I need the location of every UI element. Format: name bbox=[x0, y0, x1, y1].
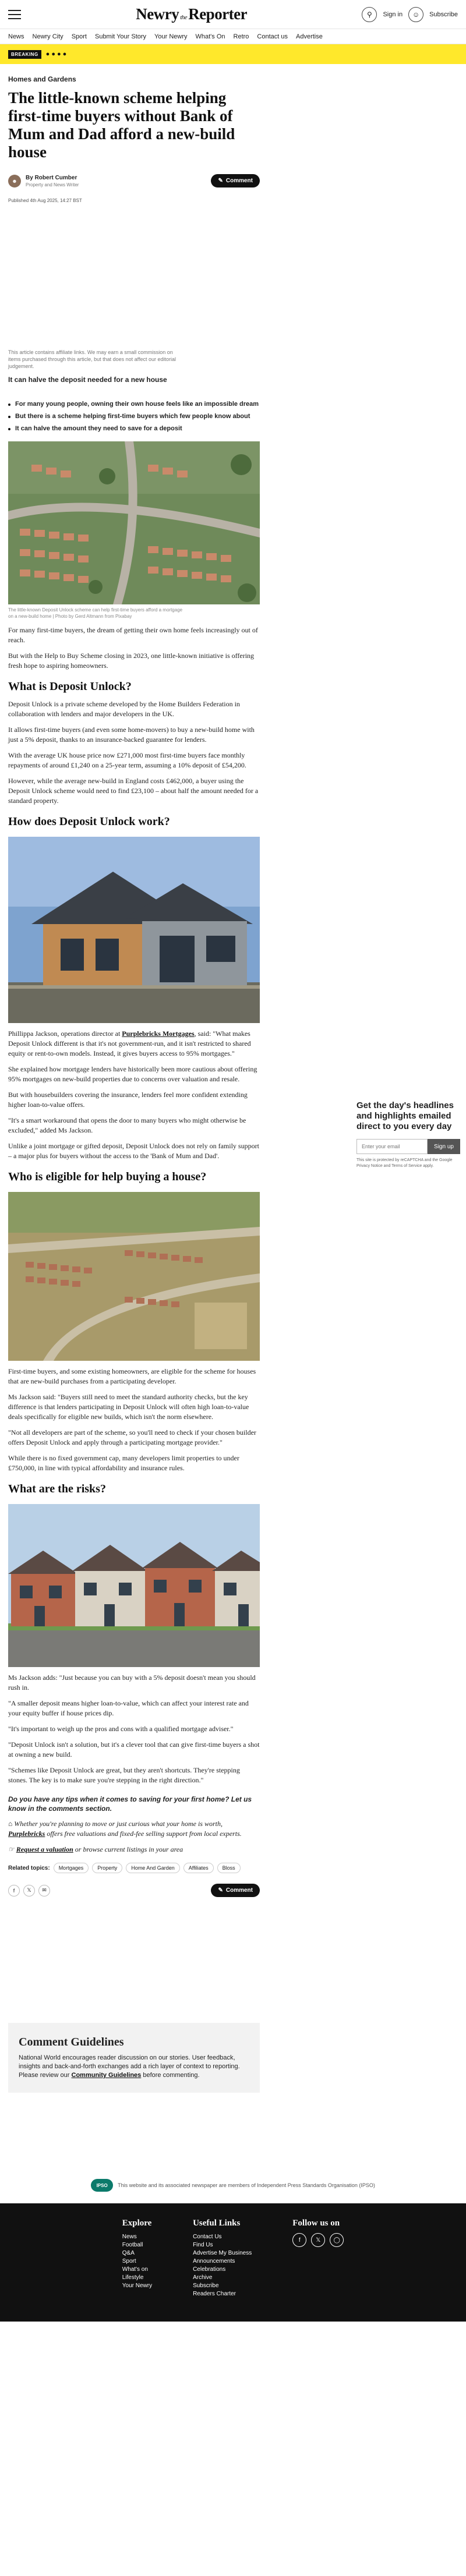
author-name bbox=[26, 175, 79, 181]
footer-link[interactable]: Q&A bbox=[122, 2250, 135, 2256]
sidebar bbox=[356, 64, 460, 2093]
new-houses-row-photo bbox=[8, 1504, 260, 1667]
facebook-icon[interactable]: f bbox=[292, 2233, 306, 2247]
header-actions bbox=[362, 7, 458, 22]
site-footer bbox=[0, 2203, 466, 2322]
purplebricks-link[interactable]: Purplebricks bbox=[8, 1830, 45, 1838]
paragraph: "It's a smart workaround that opens the door to many buyers who might otherwise be excluded," added Ms Jackson. bbox=[8, 1116, 246, 1134]
footer-link[interactable]: Celebrations bbox=[193, 2266, 226, 2273]
request-valuation-link[interactable]: Request a valuation bbox=[16, 1845, 73, 1853]
newsletter-signup bbox=[356, 1101, 460, 1169]
paragraph: "Not all developers are part of the scheme, so you'll need to check if your chosen builder offers Deposit Unlock and apply through a participating mortgage provider." bbox=[8, 1428, 256, 1446]
share-icons bbox=[8, 1885, 50, 1896]
footer-link[interactable]: Subscribe bbox=[193, 2283, 219, 2289]
paragraph: "A smaller deposit means higher loan-to-value, which can affect your interest rate and your equity buffer if house prices dip. bbox=[8, 1699, 249, 1717]
ipso-text: This website and its associated newspaper are members of Independent Press Standards Organisation (IPSO) bbox=[118, 2182, 375, 2188]
valuation-promo bbox=[8, 1845, 260, 1855]
logo-right: Reporter bbox=[188, 5, 248, 23]
social-icons bbox=[292, 2233, 344, 2247]
footer-link[interactable]: Archive bbox=[193, 2274, 213, 2281]
footer-follow bbox=[292, 2218, 344, 2298]
promo-text: or browse current listings in your area bbox=[75, 1845, 183, 1853]
author-name-text: Robert Cumber bbox=[34, 174, 77, 181]
paragraph: She explained how mortgage lenders have historically been more cautious about offering 95% mortgages on new-build properties due to concerns over valuation and resale. bbox=[8, 1065, 257, 1083]
recaptcha-note: This site is protected by reCAPTCHA and the Google Privacy Notice and Terms of Service apply. bbox=[356, 1158, 453, 1168]
paragraph: With the average UK house price now £271,000 most first-time buyers face monthly repayments of around £1,240 on a 25-year term, assuming a 10% deposit of £54,200. bbox=[8, 751, 246, 769]
ipso-notice bbox=[0, 2179, 466, 2192]
topic-pill[interactable]: Mortgages bbox=[54, 1863, 89, 1873]
purplebricks-promo bbox=[8, 1819, 260, 1839]
subheading: How does Deposit Unlock work? bbox=[8, 815, 170, 828]
avatar: ☻ bbox=[8, 175, 21, 187]
keypoint: For many young people, owning their own house feels like an impossible dream bbox=[8, 400, 260, 409]
topic-pill[interactable]: Home And Garden bbox=[126, 1863, 180, 1873]
nav-item-newry-city[interactable]: Newry City bbox=[32, 33, 63, 40]
topic-pill[interactable]: Affiliates bbox=[183, 1863, 214, 1873]
affiliate-disclaimer: This article contains affiliate links. We may earn a small commission on items purchased through this article, but that does not affect our editorial judgement. bbox=[8, 349, 176, 369]
paragraph: First-time buyers, and some existing homeowners, are eligible for the scheme for houses that are new-build purchases from a participating developer. bbox=[8, 1367, 256, 1385]
footer-useful-links bbox=[193, 2218, 252, 2298]
paragraph: "Deposit Unlock isn't a solution, but it's a clever tool that can give first-time buyers a shot at owning a new build. bbox=[8, 1740, 260, 1758]
paragraph bbox=[8, 1029, 260, 1059]
published-date-text: 4th Aug 2025, 14:27 BST bbox=[30, 198, 82, 203]
x-icon[interactable]: 𝕏 bbox=[311, 2233, 325, 2247]
sign-in-link[interactable]: Sign in bbox=[383, 10, 403, 18]
search-icon[interactable]: ⚲ bbox=[362, 7, 377, 22]
footer-link[interactable]: News bbox=[122, 2234, 137, 2240]
footer-link[interactable]: Contact Us bbox=[193, 2234, 222, 2240]
footer-link[interactable]: Readers Charter bbox=[193, 2291, 236, 2297]
paragraph: But with housebuilders covering the insurance, lenders feel more confident extending higher loan-to-value offers. bbox=[8, 1091, 248, 1109]
reader-prompt: Do you have any tips when it comes to saving for your first home? Let us know in the comments section. bbox=[8, 1795, 252, 1813]
author-prefix: By bbox=[26, 174, 33, 181]
speech-bubble-icon: ✎ bbox=[218, 1887, 223, 1894]
promo-text: Whether you're planning to move or just curious what your home is worth, bbox=[14, 1820, 223, 1828]
facebook-icon[interactable]: f bbox=[8, 1885, 20, 1896]
ad-slot bbox=[8, 203, 260, 349]
newsletter-form bbox=[356, 1139, 460, 1154]
instagram-icon[interactable]: ◯ bbox=[330, 2233, 344, 2247]
paragraph: But with the Help to Buy Scheme closing in 2023, one little-known initiative is offering fresh hope to aspiring homeowners. bbox=[8, 652, 255, 670]
footer-explore bbox=[122, 2218, 152, 2298]
nav-item-whats-on[interactable]: What's On bbox=[195, 33, 225, 40]
footer-link[interactable]: Sport bbox=[122, 2258, 136, 2264]
comment-guidelines-title: Comment Guidelines bbox=[19, 2036, 124, 2048]
nav-item-retro[interactable]: Retro bbox=[233, 33, 249, 40]
comment-guidelines-text bbox=[19, 2054, 249, 2080]
paragraph: While there is no fixed government cap, many developers limit properties to under £750,000, in line with typical affordability and insurance rules. bbox=[8, 1454, 239, 1472]
newsletter-title: Get the day's headlines and highlights emailed direct to you every day bbox=[356, 1101, 454, 1131]
footer-link[interactable]: Advertise My Business bbox=[193, 2250, 252, 2256]
keypoints-list bbox=[8, 400, 260, 433]
main-nav bbox=[0, 29, 466, 44]
logo-mid: the bbox=[180, 14, 188, 21]
guidelines-text: before commenting. bbox=[143, 2072, 200, 2079]
article bbox=[8, 64, 260, 2093]
comment-button-bottom[interactable] bbox=[211, 1884, 260, 1897]
nav-item-news[interactable]: News bbox=[8, 33, 24, 40]
paragraph: Unlike a joint mortgage or gifted deposit, Deposit Unlock does not rely on family support – a major plus for buyers without the access to the 'Bank of Mum and Dad'. bbox=[8, 1142, 259, 1160]
ipso-badge[interactable]: IPSO bbox=[91, 2179, 113, 2192]
top-bar bbox=[0, 0, 466, 29]
footer-link[interactable]: Find Us bbox=[193, 2242, 213, 2248]
subheading: What is Deposit Unlock? bbox=[8, 680, 132, 693]
paragraph: "It's important to weigh up the pros and cons with a qualified mortgage adviser." bbox=[8, 1725, 234, 1733]
paragraph: Ms Jackson adds: "Just because you can buy with a 5% deposit doesn't mean you should rush in. bbox=[8, 1673, 256, 1692]
email-field[interactable] bbox=[356, 1139, 428, 1154]
topic-pill[interactable]: Bloss bbox=[217, 1863, 241, 1873]
keypoint: It can halve the amount they need to save for a deposit bbox=[8, 424, 260, 433]
paragraph-text: Phillippa Jackson, operations director at bbox=[8, 1029, 121, 1038]
paragraph: Ms Jackson said: "Buyers still need to meet the standard authority checks, but the key difference is that lenders participating in Deposit Unlock will often high loan-to-value deals specifically for eligible new builds, which isn't the norm elsewhere. bbox=[8, 1393, 249, 1421]
nav-item-submit-story[interactable]: Submit Your Story bbox=[94, 33, 147, 40]
signup-button[interactable]: Sign up bbox=[428, 1139, 460, 1154]
author-block[interactable] bbox=[8, 175, 79, 187]
subheading: Who is eligible for help buying a house? bbox=[8, 1170, 207, 1183]
comment-button[interactable] bbox=[211, 174, 260, 187]
paragraph: Deposit Unlock is a private scheme developed by the Home Builders Federation in collaboration with lenders and major developers in the UK. bbox=[8, 700, 240, 718]
email-icon[interactable]: ✉ bbox=[38, 1885, 50, 1896]
comment-guidelines bbox=[8, 2023, 260, 2093]
footer-link[interactable]: Your Newry bbox=[122, 2283, 153, 2289]
new-build-house-photo bbox=[8, 837, 260, 1023]
image-caption: The little-known Deposit Unlock scheme can help first-time buyers afford a mortgage on a new-build home | Photo by Gerd Altmann from Pixabay bbox=[8, 607, 183, 619]
topics-label: Related topics: bbox=[8, 1864, 50, 1871]
nav-item-advertise[interactable]: Advertise bbox=[296, 33, 323, 40]
paragraph-text: , said: "What makes Deposit Unlock different is that it's not government-run, and it isn't restricted to shared equity or rent-to-own models. Instead, it gives buyers access to 95% mortgages." bbox=[8, 1029, 251, 1057]
paragraph: "Schemes like Deposit Unlock are great, but they aren't shortcuts. They're stepping stones. The key is to make sure you're stepping in the right direction." bbox=[8, 1766, 240, 1784]
footer-explore-title: Explore bbox=[122, 2218, 152, 2228]
published-date bbox=[8, 198, 260, 203]
aerial-housing-photo bbox=[8, 441, 260, 604]
paragraph: However, while the average new-build in England costs £462,000, a buyer using the Deposit Unlock scheme would need to find £23,100 – about half the amount needed for a standard property. bbox=[8, 777, 259, 805]
related-topics bbox=[8, 1863, 260, 1873]
topic-pill[interactable]: Property bbox=[92, 1863, 122, 1873]
x-icon[interactable]: 𝕏 bbox=[23, 1885, 35, 1896]
subheading: What are the risks? bbox=[8, 1482, 106, 1495]
author-role: Property and News Writer bbox=[26, 182, 79, 187]
paragraph: It allows first-time buyers (and even some home-movers) to buy a new-build home with just a 5% deposit, thanks to an insurance-backed guarantee for lenders. bbox=[8, 726, 255, 744]
speech-bubble-icon: ✎ bbox=[218, 178, 223, 184]
keypoints-title: It can halve the deposit needed for a new house bbox=[8, 376, 167, 384]
community-guidelines-link[interactable]: Community Guidelines bbox=[71, 2072, 142, 2079]
paragraph: For many first-time buyers, the dream of getting their own home feels increasingly out of reach. bbox=[8, 626, 258, 644]
byline bbox=[8, 174, 260, 187]
comment-button-label: Comment bbox=[225, 1887, 253, 1894]
site-header bbox=[0, 0, 466, 64]
keypoint: But there is a scheme helping first-time buyers which few people know about bbox=[8, 412, 260, 421]
footer-link[interactable]: Lifestyle bbox=[122, 2274, 144, 2281]
breaking-tag: BREAKING bbox=[8, 50, 41, 59]
footer-link[interactable]: What's on bbox=[122, 2266, 148, 2273]
menu-icon[interactable] bbox=[8, 10, 21, 19]
share-row bbox=[8, 1884, 260, 1897]
footer-useful-title: Useful Links bbox=[193, 2218, 241, 2228]
footer-link[interactable]: Announcements bbox=[193, 2258, 235, 2264]
footer-follow-title: Follow us on bbox=[292, 2218, 340, 2228]
purplebricks-mortgages-link[interactable]: Purplebricks Mortgages bbox=[122, 1029, 195, 1038]
subscribe-link[interactable]: Subscribe bbox=[429, 10, 458, 18]
nav-item-sport[interactable]: Sport bbox=[71, 33, 87, 40]
guidelines-text: National World encourages reader discussion on our stories. User feedback, insights and back-and-forth exchanges add a rich layer of context to reporting. Please review our bbox=[19, 2054, 240, 2079]
comment-button-label: Comment bbox=[225, 178, 253, 184]
article-headline: The little-known scheme helping first-time buyers without Bank of Mum and Dad afford a new-build house bbox=[8, 89, 235, 161]
aerial-development-photo bbox=[8, 1192, 260, 1361]
nav-item-contact[interactable]: Contact us bbox=[257, 33, 288, 40]
promo-text: offers free valuations and fixed-fee selling support from local experts. bbox=[47, 1830, 242, 1838]
house-icon: ⌂ bbox=[8, 1820, 13, 1828]
user-icon[interactable]: ☺ bbox=[408, 7, 423, 22]
published-label: Published bbox=[8, 198, 29, 203]
logo-left: Newry bbox=[136, 5, 179, 23]
pointing-hand-icon: ☞ bbox=[8, 1845, 15, 1853]
site-logo[interactable] bbox=[136, 5, 247, 23]
breaking-banner[interactable] bbox=[0, 44, 466, 64]
nav-item-your-newry[interactable]: Your Newry bbox=[154, 33, 188, 40]
section-label[interactable]: Homes and Gardens bbox=[8, 75, 76, 83]
ticker-dots-icon: ●●●● bbox=[45, 51, 69, 58]
footer-link[interactable]: Football bbox=[122, 2242, 143, 2248]
